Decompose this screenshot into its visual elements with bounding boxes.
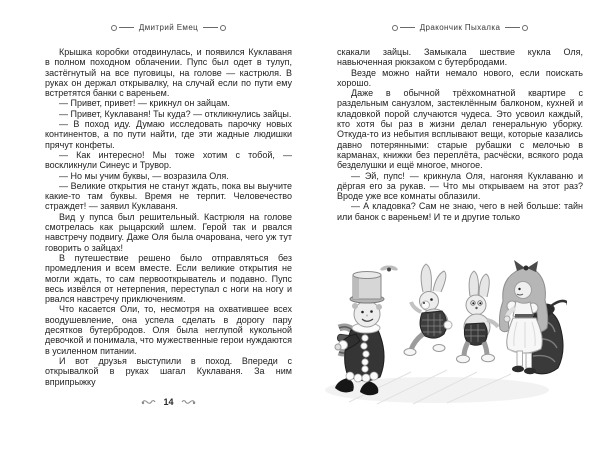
header-ornament-left-icon (111, 25, 134, 31)
paragraph: Вид у пупса был решительный. Кастрюля на голове смотрелась как рыцарский шлем. Герой так и рвался навстречу подвигу. Даже Оля была очарована, чего уж тут говорить о зайцах! (45, 211, 292, 253)
paragraph: Везде можно найти немало нового, если поискать хорошо. (337, 67, 583, 88)
paragraph: — Привет, привет! — крикнул он зайцам. (59, 98, 230, 109)
paragraph: В путешествие решено было отправляться без промедления и всем вместе. Если великие открытия не могли ждать, то сам первооткрыватель и подавно. Пупс весь извёлся от нетерпения, переступал с ноги на ногу и рвался навстречу приключениям. (45, 252, 292, 305)
paragraph: Даже в обычной трёхкомнатной квартире с раздельным санузлом, застеклённым балконом, кухней и кладовкой порой случаются чудеса. Это усвоил каждый, кто хотя бы раз в жизни делал генеральную уборку. Откуда-то из небытия всплывают вещи, которые казались давно потерянными: старые рубашки с мелочью в карманах, книжки без переплёта, расчёски, всякого рода безделушки и ещё многое, многое. (337, 88, 583, 171)
footer-flourish-right-icon (181, 399, 196, 406)
doll-kuklavanya (335, 272, 384, 396)
header-ornament-right-icon (203, 25, 226, 31)
toys-march-illustration (315, 252, 567, 410)
rabbit-sineus (404, 264, 452, 356)
doll-olya (499, 260, 567, 374)
paragraph: — Но мы учим буквы, — возразила Оля. (59, 170, 229, 181)
left-page-footer (45, 397, 292, 407)
header-ornament-right-icon (505, 25, 528, 31)
paragraph: И вот друзья выступили в поход. Впереди с открывалкой в руках шагал Куклаваня. За ним вприпрыжку (45, 355, 292, 387)
paragraph: — Эй, пупс! — крикнула Оля, нагоняя Куклаваню и дёргая его за рукав. — Что мы открываем на этот раз? Вроде уже все комнаты облазили. (337, 170, 583, 202)
author-name: Дмитрий Емец (138, 23, 199, 32)
rabbit-truvor (457, 271, 499, 363)
paragraph: — В поход иду. Думаю исследовать парочку новых континентов, а по пути найти, где эти жадные людишки прячут конфеты. (45, 119, 292, 150)
paragraph: — Привет, Куклаваня! Ты куда? — откликнулись зайцы. (59, 108, 292, 119)
paragraph: скакали зайцы. Замыкала шествие кукла Оля, навьюченная рюкзаком с бутербродами. (337, 47, 583, 68)
page-number: 14 (163, 397, 174, 407)
paragraph: — Великие открытия не станут ждать, пока вы выучите какие-то там буквы. Время не терпит. Человечество страждет! — заявил Куклаваня. (45, 180, 292, 212)
flying-bug (380, 264, 399, 271)
paragraph: — Как интересно! Мы тоже хотим с тобой, — воскликнули Синеус и Трувор. (45, 149, 292, 171)
story-illustration (315, 252, 567, 410)
footer-flourish-left-icon (141, 399, 156, 406)
paragraph: Крышка коробки отодвинулась, и появился Куклаваня в полном походном облачении. Пупс был одет в тулуп, застёгнутый на все пуговицы, на голове — кастрюля. В руках он держал открывалку, на случай если по пути ему встретятся банки с вареньем. (45, 47, 292, 99)
running-header-right (337, 23, 583, 32)
running-header-left (45, 23, 292, 32)
book-title: Дракончик Пыхалка (419, 23, 501, 32)
right-page (337, 0, 583, 457)
left-page (45, 0, 292, 457)
right-page-text (337, 47, 583, 222)
left-page-text (45, 47, 292, 387)
paragraph: Что касается Оли, то, несмотря на охватившее всех воодушевление, она успела сделать в дорогу пару десятков бутербродов. Оля была неглупой кукольной девочкой и понимала, что мужественные герои нуждаются в усиленном питании. (45, 304, 292, 356)
paragraph: — А кладовка? Сам не знаю, чего в ней больше: тайн или банок с вареньем! И те и другие только (337, 201, 583, 222)
header-ornament-left-icon (392, 25, 415, 31)
